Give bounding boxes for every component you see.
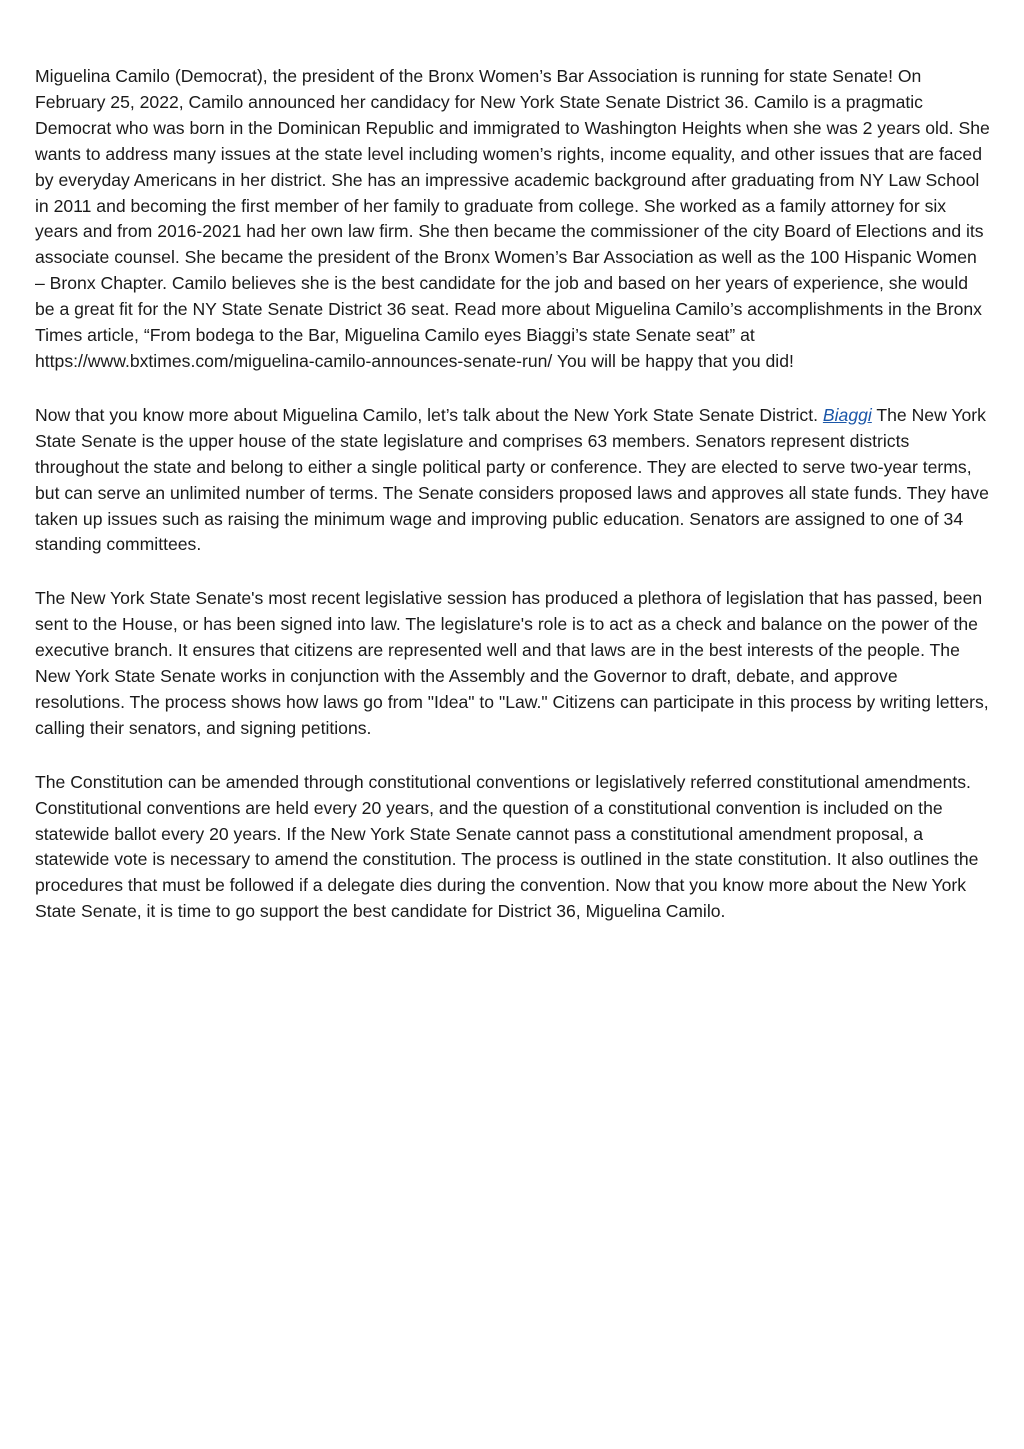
paragraph-legislative-session: The New York State Senate's most recent legislative session has produced a plethora of legislation that has passed, been sent to the House, or has been signed into law. The legislature's role is to act as a check and balance on the power of the executive branch. It ensures that citizens are represented well and that laws are in the best interests of the people. The New York State Senate works in conjunction with the Assembly and the Governor to draft, debate, and approve resolutions. The process shows how laws go from "Idea" to "Law." Citizens can participate in this process by writing letters, calling their senators, and signing petitions. [35,588,989,738]
biaggi-link[interactable]: Biaggi [822,404,872,425]
document-body [35,64,991,953]
paragraph-senate-overview-body: The New York State Senate is the upper house of the state legislature and comprises 63 members. Senators represent districts throughout the state and belong to either a single political party or conference. They are elected to serve two-year terms, but can serve an unlimited number of terms. The Senate considers proposed laws and approves all state funds. They have taken up issues such as raising the minimum wage and improving public education. Senators are assigned to one of 34 standing committees. [35,404,989,555]
paragraph-constitution: The Constitution can be amended through constitutional conventions or legislatively referred constitutional amendments. Constitutional conventions are held every 20 years, and the question of a constitutional convention is included on the statewide ballot every 20 years. If the New York State Senate cannot pass a constitutional amendment proposal, a statewide vote is necessary to amend the constitution. The process is outlined in the state constitution. It also outlines the procedures that must be followed if a delegate dies during the convention. Now that you know more about the New York State Senate, it is time to go support the best candidate for District 36, Miguelina Camilo. [35,771,979,922]
paragraph-candidate-intro: Miguelina Camilo (Democrat), the president of the Bronx Women’s Bar Association is running for state Senate! On February 25, 2022, Camilo announced her candidacy for New York State Senate District 36. Camilo is a pragmatic Democrat who was born in the Dominican Republic and immigrated to Washington Heights when she was 2 years old. She wants to address many issues at the state level including women’s rights, income equality, and other issues that are faced by everyday Americans in her district. She has an impressive academic background after graduating from NY Law School in 2011 and becoming the first member of her family to graduate from college. She worked as a family attorney for six years and from 2016-2021 had her own law firm. She then became the commissioner of the city Board of Elections and its associate counsel. She became the president of the Bronx Women’s Bar Association as well as the 100 Hispanic Women – Bronx Chapter. Camilo believes she is the best candidate for the job and based on her years of experience, she would be a great fit for the NY State Senate District 36 seat. Read more about Miguelina Camilo’s accomplishments in the Bronx Times article, “From bodega to the Bar, Miguelina Camilo eyes Biaggi’s state Senate seat” at https://www.bxtimes.com/miguelina-camilo-announces-senate-run/ You will be happy that you did! [35,66,990,371]
paragraph-senate-overview [35,403,991,558]
paragraph-senate-overview-lead: Now that you know more about Miguelina Camilo, let’s talk about the New York State Senate District. [35,404,823,425]
